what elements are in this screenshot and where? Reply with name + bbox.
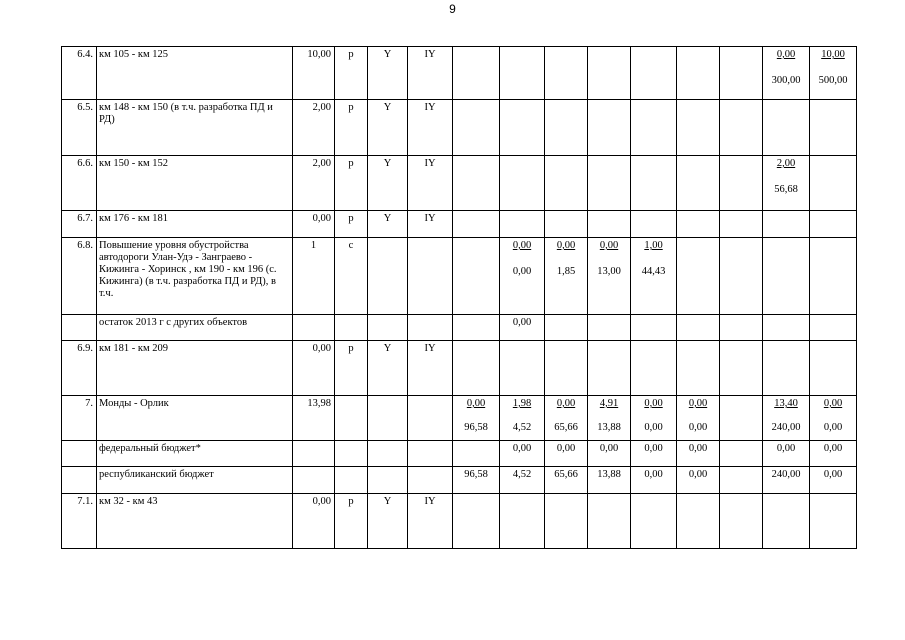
table-row: [62, 441, 857, 467]
row-description: км 148 - км 150 (в т.ч. разработка ПД и РД): [97, 100, 293, 156]
value-cell: 0,00 1,85: [545, 238, 588, 315]
table-row: [62, 47, 857, 100]
value-cell: 0,00 0,00: [500, 238, 545, 315]
row-length: 13,98: [293, 396, 335, 441]
row-number: 6.9.: [62, 341, 97, 396]
row-class: IY: [408, 494, 453, 549]
value-cell: 0,00 0,00: [631, 396, 677, 441]
value-cell: 1,00 44,43: [631, 238, 677, 315]
row-number: 6.5.: [62, 100, 97, 156]
table-row: [62, 467, 857, 494]
row-type: р: [335, 211, 368, 238]
row-number: 6.4.: [62, 47, 97, 100]
value-cell: 10,00 500,00: [810, 47, 857, 100]
row-category: Y: [368, 494, 408, 549]
table-row: [62, 494, 857, 549]
value-cell: 0,00: [545, 441, 588, 467]
row-length: 0,00: [293, 211, 335, 238]
row-type: р: [335, 156, 368, 211]
row-description: км 32 - км 43: [97, 494, 293, 549]
value-cell: 0,00 300,00: [763, 47, 810, 100]
row-category: Y: [368, 156, 408, 211]
row-number: 6.6.: [62, 156, 97, 211]
table-row: [62, 396, 857, 441]
row-number: 6.7.: [62, 211, 97, 238]
row-class: IY: [408, 156, 453, 211]
value-cell: 0,00: [810, 467, 857, 494]
row-description: Монды - Орлик: [97, 396, 293, 441]
row-description: Повышение уровня обустройства автодороги Улан-Удэ - Занграево - Кижинга - Хоринск , км 190 - км 196 (с. Кижинга) (в т.ч. разработка ПД и РД), в т.ч.: [97, 238, 293, 315]
row-description: км 150 - км 152: [97, 156, 293, 211]
value-cell: 0,00 0,00: [810, 396, 857, 441]
value-cell: 0,00: [677, 441, 720, 467]
row-length: 0,00: [293, 494, 335, 549]
row-description: км 105 - км 125: [97, 47, 293, 100]
row-description: республиканский бюджет: [97, 467, 293, 494]
row-type: р: [335, 341, 368, 396]
row-type: р: [335, 47, 368, 100]
road-works-table: [61, 46, 857, 549]
table-row: [62, 100, 857, 156]
row-description: км 181 - км 209: [97, 341, 293, 396]
row-class: IY: [408, 100, 453, 156]
value-cell: 0,00: [631, 441, 677, 467]
table-row: [62, 211, 857, 238]
row-number: 7.1.: [62, 494, 97, 549]
value-cell: 13,40 240,00: [763, 396, 810, 441]
row-number: 6.8.: [62, 238, 97, 315]
value-cell: 96,58: [453, 467, 500, 494]
value-cell: 4,91 13,88: [588, 396, 631, 441]
value-cell: 240,00: [763, 467, 810, 494]
value-cell: 0,00: [810, 441, 857, 467]
value-cell: 0,00: [631, 467, 677, 494]
row-type: р: [335, 100, 368, 156]
value-cell: 0,00 13,00: [588, 238, 631, 315]
value-cell: 0,00: [763, 441, 810, 467]
table-row: [62, 341, 857, 396]
value-cell: 0,00 96,58: [453, 396, 500, 441]
row-category: Y: [368, 100, 408, 156]
value-cell: 0,00: [677, 467, 720, 494]
value-cell: 4,52: [500, 467, 545, 494]
table-row: [62, 315, 857, 341]
value-cell: 2,00 56,68: [763, 156, 810, 211]
row-class: IY: [408, 341, 453, 396]
table-row: [62, 156, 857, 211]
row-type: с: [335, 238, 368, 315]
row-length: 1: [293, 238, 335, 315]
row-category: Y: [368, 211, 408, 238]
row-number: 7.: [62, 396, 97, 441]
table-row: [62, 238, 857, 315]
row-class: IY: [408, 47, 453, 100]
page-number: 9: [449, 2, 456, 16]
value-cell: 1,98 4,52: [500, 396, 545, 441]
value-cell: 0,00 65,66: [545, 396, 588, 441]
value-cell: 0,00: [500, 315, 545, 341]
row-category: Y: [368, 341, 408, 396]
row-category: Y: [368, 47, 408, 100]
row-description: федеральный бюджет*: [97, 441, 293, 467]
value-cell: 0,00 0,00: [677, 396, 720, 441]
value-cell: 13,88: [588, 467, 631, 494]
row-length: 0,00: [293, 341, 335, 396]
row-length: 2,00: [293, 100, 335, 156]
row-description: остаток 2013 г с других объектов: [97, 315, 293, 341]
value-cell: 0,00: [500, 441, 545, 467]
row-length: 10,00: [293, 47, 335, 100]
value-cell: 65,66: [545, 467, 588, 494]
row-description: км 176 - км 181: [97, 211, 293, 238]
row-type: р: [335, 494, 368, 549]
row-length: 2,00: [293, 156, 335, 211]
row-class: IY: [408, 211, 453, 238]
value-cell: 0,00: [588, 441, 631, 467]
